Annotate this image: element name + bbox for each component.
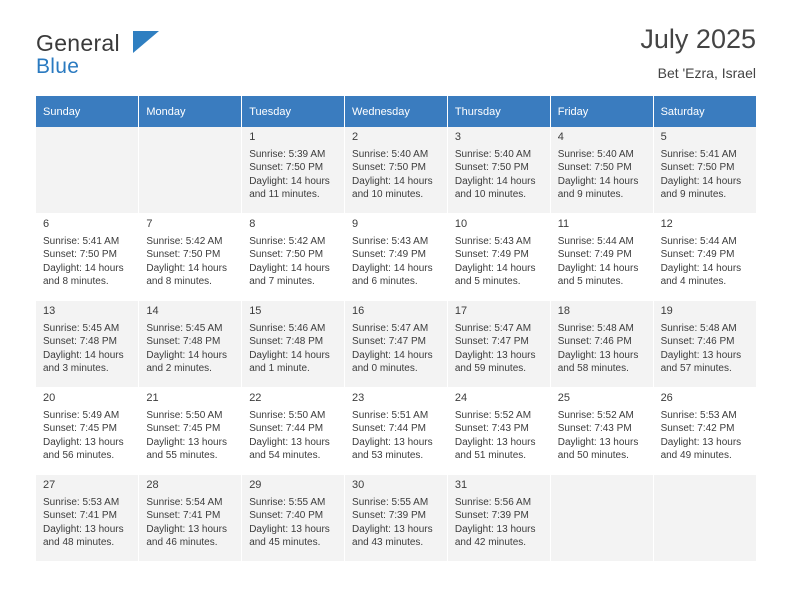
day-info-line: Daylight: 14 hours — [249, 349, 330, 361]
calendar-day-cell — [139, 301, 242, 388]
day-info-line: and 8 minutes. — [43, 276, 109, 287]
page-header — [36, 0, 756, 96]
calendar-day-cell — [550, 127, 653, 214]
day-info-line: Sunset: 7:41 PM — [146, 510, 221, 521]
day-info-line: Sunset: 7:50 PM — [249, 162, 324, 173]
day-info-line: Sunrise: 5:40 AM — [454, 148, 532, 160]
day-info-line: and 45 minutes. — [249, 537, 321, 548]
day-info-line: Sunset: 7:50 PM — [249, 249, 324, 260]
day-info-line: Daylight: 13 hours — [352, 436, 433, 448]
day-info-line: Daylight: 13 hours — [557, 436, 639, 448]
day-info-line: Sunset: 7:48 PM — [43, 336, 117, 347]
day-info-line: Sunrise: 5:55 AM — [249, 496, 326, 508]
day-info-line: Sunrise: 5:56 AM — [454, 496, 532, 508]
calendar-cell-empty — [139, 127, 242, 214]
day-info-line: Sunset: 7:48 PM — [146, 336, 221, 347]
day-info-line: Daylight: 14 hours — [146, 262, 227, 274]
calendar-day-cell — [550, 301, 653, 388]
day-info-line: Sunrise: 5:41 AM — [43, 235, 120, 247]
day-info-line: Sunrise: 5:47 AM — [352, 322, 429, 334]
weekday-header-wednesday: Wednesday — [345, 96, 448, 127]
day-number: 22 — [249, 392, 262, 404]
day-number: 16 — [352, 305, 365, 317]
day-info-line: Sunrise: 5:55 AM — [352, 496, 429, 508]
day-info-line: and 10 minutes. — [352, 189, 424, 200]
day-number: 4 — [557, 131, 564, 143]
day-info-line: Sunset: 7:49 PM — [454, 249, 529, 260]
day-number: 27 — [43, 479, 56, 491]
day-info-line: and 3 minutes. — [43, 363, 109, 374]
calendar-cell-empty — [550, 475, 653, 562]
day-number: 24 — [454, 392, 468, 404]
day-info-line: Daylight: 14 hours — [557, 262, 639, 274]
day-info-line: Daylight: 13 hours — [660, 436, 742, 448]
day-info-line: and 48 minutes. — [43, 537, 115, 548]
calendar-day-cell — [242, 475, 345, 562]
day-info-line: and 55 minutes. — [146, 450, 218, 461]
day-info-line: Sunrise: 5:39 AM — [249, 148, 326, 160]
day-info-line: and 58 minutes. — [557, 363, 629, 374]
day-number: 3 — [454, 131, 461, 143]
day-info-line: Sunrise: 5:44 AM — [557, 235, 634, 247]
weekday-header-monday: Monday — [139, 96, 242, 127]
day-info-line: and 2 minutes. — [146, 363, 212, 374]
day-info-line: Daylight: 13 hours — [43, 523, 124, 535]
calendar-day-cell — [447, 214, 550, 301]
day-number: 29 — [249, 479, 262, 491]
day-info-line: Daylight: 14 hours — [146, 349, 227, 361]
calendar-day-cell — [242, 301, 345, 388]
calendar-day-cell — [242, 214, 345, 301]
day-info-line: Sunrise: 5:52 AM — [557, 409, 634, 421]
day-info-line: Daylight: 14 hours — [352, 175, 433, 187]
weekday-header-saturday: Saturday — [653, 96, 756, 127]
calendar-day-cell — [36, 301, 139, 388]
day-info-line: and 7 minutes. — [249, 276, 315, 287]
day-number: 20 — [43, 392, 56, 404]
day-number: 17 — [454, 305, 468, 317]
day-info-line: and 51 minutes. — [454, 450, 527, 461]
calendar-cell-empty — [36, 127, 139, 214]
day-info-line: and 53 minutes. — [352, 450, 424, 461]
day-info-line: Sunrise: 5:49 AM — [43, 409, 120, 421]
day-info-line: and 49 minutes. — [660, 450, 732, 461]
calendar-day-cell — [345, 214, 448, 301]
day-info-line: Sunrise: 5:45 AM — [43, 322, 120, 334]
calendar-cell-empty — [653, 475, 756, 562]
day-info-line: Sunrise: 5:48 AM — [557, 322, 634, 334]
day-number: 12 — [660, 218, 673, 230]
day-info-line: Sunset: 7:44 PM — [249, 423, 324, 434]
day-info-line: Sunset: 7:46 PM — [660, 336, 735, 347]
calendar-day-cell — [36, 388, 139, 475]
day-info-line: Daylight: 14 hours — [660, 262, 742, 274]
day-info-line: Daylight: 13 hours — [146, 523, 227, 535]
day-info-line: Sunset: 7:46 PM — [557, 336, 632, 347]
day-info-line: and 57 minutes. — [660, 363, 732, 374]
day-number: 25 — [557, 392, 570, 404]
day-info-line: Sunset: 7:47 PM — [352, 336, 426, 347]
day-info-line: Daylight: 13 hours — [660, 349, 742, 361]
day-info-line: Sunrise: 5:50 AM — [249, 409, 326, 421]
day-info-line: Sunrise: 5:43 AM — [352, 235, 429, 247]
day-number: 8 — [249, 218, 256, 230]
day-info-line: Sunset: 7:50 PM — [557, 162, 632, 173]
logo[interactable] — [36, 30, 276, 86]
day-info-line: and 5 minutes. — [454, 276, 521, 287]
calendar-day-cell — [345, 127, 448, 214]
day-info-line: and 10 minutes. — [454, 189, 527, 200]
calendar-day-cell — [653, 388, 756, 475]
day-info-line: Sunset: 7:42 PM — [660, 423, 735, 434]
day-info-line: Daylight: 13 hours — [352, 523, 433, 535]
calendar-table — [36, 96, 756, 562]
day-info-line: and 9 minutes. — [557, 189, 624, 200]
calendar-week-row — [36, 388, 756, 475]
day-info-line: Sunset: 7:39 PM — [352, 510, 426, 521]
day-number: 28 — [146, 479, 159, 491]
calendar-body — [36, 127, 756, 562]
day-info-line: Sunrise: 5:43 AM — [454, 235, 532, 247]
calendar-day-cell — [653, 127, 756, 214]
day-info-line: Sunrise: 5:45 AM — [146, 322, 223, 334]
calendar-day-cell — [139, 214, 242, 301]
day-info-line: Daylight: 14 hours — [249, 262, 330, 274]
weekday-header-friday: Friday — [550, 96, 653, 127]
calendar-day-cell — [447, 388, 550, 475]
day-info-line: Daylight: 13 hours — [43, 436, 124, 448]
day-info-line: Sunset: 7:48 PM — [249, 336, 324, 347]
day-info-line: Daylight: 14 hours — [454, 175, 536, 187]
day-info-line: and 42 minutes. — [454, 537, 527, 548]
day-info-line: Sunrise: 5:42 AM — [146, 235, 223, 247]
day-info-line: Sunrise: 5:42 AM — [249, 235, 326, 247]
page-title: July 2025 — [640, 24, 756, 54]
day-info-line: Sunset: 7:49 PM — [352, 249, 426, 260]
calendar-header-row — [36, 96, 756, 127]
day-info-line: and 50 minutes. — [557, 450, 629, 461]
day-info-line: Sunrise: 5:46 AM — [249, 322, 326, 334]
day-info-line: Daylight: 13 hours — [249, 436, 330, 448]
day-info-line: Sunset: 7:49 PM — [557, 249, 632, 260]
logo-text-blue: Blue — [36, 55, 80, 78]
day-info-line: Daylight: 13 hours — [454, 349, 536, 361]
day-number: 7 — [146, 218, 153, 230]
day-number: 11 — [557, 218, 570, 230]
logo-text-general: General — [36, 30, 120, 56]
calendar-day-cell — [139, 388, 242, 475]
day-number: 9 — [352, 218, 359, 230]
day-info-line: Daylight: 14 hours — [454, 262, 536, 274]
calendar-day-cell — [36, 475, 139, 562]
day-info-line: and 54 minutes. — [249, 450, 321, 461]
calendar-week-row — [36, 475, 756, 562]
calendar-day-cell — [550, 388, 653, 475]
day-info-line: and 1 minute. — [249, 363, 310, 374]
day-number: 23 — [352, 392, 365, 404]
calendar-day-cell — [653, 301, 756, 388]
calendar-day-cell — [242, 127, 345, 214]
day-number: 15 — [249, 305, 262, 317]
weekday-header-sunday: Sunday — [36, 96, 139, 127]
day-info-line: Sunset: 7:50 PM — [352, 162, 426, 173]
day-number: 6 — [43, 218, 50, 230]
day-info-line: Sunrise: 5:53 AM — [43, 496, 120, 508]
day-info-line: Sunset: 7:50 PM — [146, 249, 221, 260]
day-info-line: Sunrise: 5:40 AM — [557, 148, 634, 160]
day-info-line: Daylight: 13 hours — [557, 349, 639, 361]
day-number: 30 — [352, 479, 365, 491]
day-info-line: and 43 minutes. — [352, 537, 424, 548]
day-info-line: Daylight: 14 hours — [43, 349, 124, 361]
day-info-line: Daylight: 13 hours — [146, 436, 227, 448]
day-number: 18 — [557, 305, 570, 317]
day-info-line: Sunset: 7:45 PM — [146, 423, 221, 434]
day-info-line: Daylight: 14 hours — [352, 349, 433, 361]
day-number: 1 — [249, 131, 256, 143]
day-info-line: and 9 minutes. — [660, 189, 727, 200]
calendar-day-cell — [345, 388, 448, 475]
day-info-line: Sunrise: 5:54 AM — [146, 496, 223, 508]
day-number: 14 — [146, 305, 159, 317]
triangle-logo-icon — [133, 31, 159, 53]
day-info-line: Daylight: 13 hours — [454, 436, 536, 448]
day-number: 13 — [43, 305, 56, 317]
weekday-header-thursday: Thursday — [447, 96, 550, 127]
calendar-day-cell — [653, 214, 756, 301]
day-info-line: Sunset: 7:43 PM — [454, 423, 529, 434]
day-info-line: Sunrise: 5:52 AM — [454, 409, 532, 421]
day-number: 31 — [454, 479, 468, 491]
calendar-day-cell — [447, 127, 550, 214]
day-info-line: Daylight: 13 hours — [454, 523, 536, 535]
day-number: 5 — [660, 131, 667, 143]
day-info-line: Daylight: 14 hours — [352, 262, 433, 274]
day-info-line: Sunset: 7:44 PM — [352, 423, 426, 434]
calendar-day-cell — [345, 301, 448, 388]
day-info-line: Sunset: 7:40 PM — [249, 510, 324, 521]
calendar-day-cell — [345, 475, 448, 562]
day-info-line: and 8 minutes. — [146, 276, 212, 287]
page-subtitle-location: Bet 'Ezra, Israel — [657, 65, 756, 81]
day-info-line: and 4 minutes. — [660, 276, 727, 287]
day-info-line: Daylight: 13 hours — [249, 523, 330, 535]
day-info-line: and 56 minutes. — [43, 450, 115, 461]
day-info-line: Sunrise: 5:47 AM — [454, 322, 532, 334]
day-info-line: Sunset: 7:49 PM — [660, 249, 735, 260]
day-info-line: Daylight: 14 hours — [43, 262, 124, 274]
day-info-line: Daylight: 14 hours — [660, 175, 742, 187]
day-info-line: Sunrise: 5:51 AM — [352, 409, 429, 421]
day-number: 21 — [146, 392, 159, 404]
calendar-week-row — [36, 214, 756, 301]
day-number: 19 — [660, 305, 673, 317]
day-number: 10 — [454, 218, 468, 230]
day-info-line: Sunrise: 5:41 AM — [660, 148, 737, 160]
day-info-line: Sunrise: 5:53 AM — [660, 409, 737, 421]
calendar-week-row — [36, 127, 756, 214]
day-info-line: Daylight: 14 hours — [557, 175, 639, 187]
calendar-day-cell — [447, 475, 550, 562]
day-info-line: Sunrise: 5:48 AM — [660, 322, 737, 334]
weekday-header-tuesday: Tuesday — [242, 96, 345, 127]
day-info-line: and 6 minutes. — [352, 276, 418, 287]
day-info-line: and 5 minutes. — [557, 276, 624, 287]
calendar-day-cell — [550, 214, 653, 301]
day-info-line: Sunset: 7:39 PM — [454, 510, 529, 521]
day-info-line: Sunset: 7:43 PM — [557, 423, 632, 434]
day-info-line: Sunrise: 5:40 AM — [352, 148, 429, 160]
calendar-day-cell — [242, 388, 345, 475]
day-number: 2 — [352, 131, 359, 143]
day-info-line: and 46 minutes. — [146, 537, 218, 548]
title-block — [640, 22, 756, 84]
day-info-line: Sunset: 7:50 PM — [660, 162, 735, 173]
calendar-day-cell — [139, 475, 242, 562]
day-info-line: and 0 minutes. — [352, 363, 418, 374]
day-info-line: and 11 minutes. — [249, 189, 320, 200]
day-info-line: Sunset: 7:50 PM — [43, 249, 117, 260]
day-info-line: Sunset: 7:45 PM — [43, 423, 117, 434]
day-info-line: Sunset: 7:41 PM — [43, 510, 117, 521]
day-info-line: Sunrise: 5:44 AM — [660, 235, 737, 247]
day-info-line: Sunrise: 5:50 AM — [146, 409, 223, 421]
day-info-line: Sunset: 7:47 PM — [454, 336, 529, 347]
calendar-day-cell — [447, 301, 550, 388]
day-info-line: Daylight: 14 hours — [249, 175, 330, 187]
calendar-day-cell — [36, 214, 139, 301]
day-info-line: Sunset: 7:50 PM — [454, 162, 529, 173]
calendar-week-row — [36, 301, 756, 388]
day-number: 26 — [660, 392, 673, 404]
day-info-line: and 59 minutes. — [454, 363, 527, 374]
